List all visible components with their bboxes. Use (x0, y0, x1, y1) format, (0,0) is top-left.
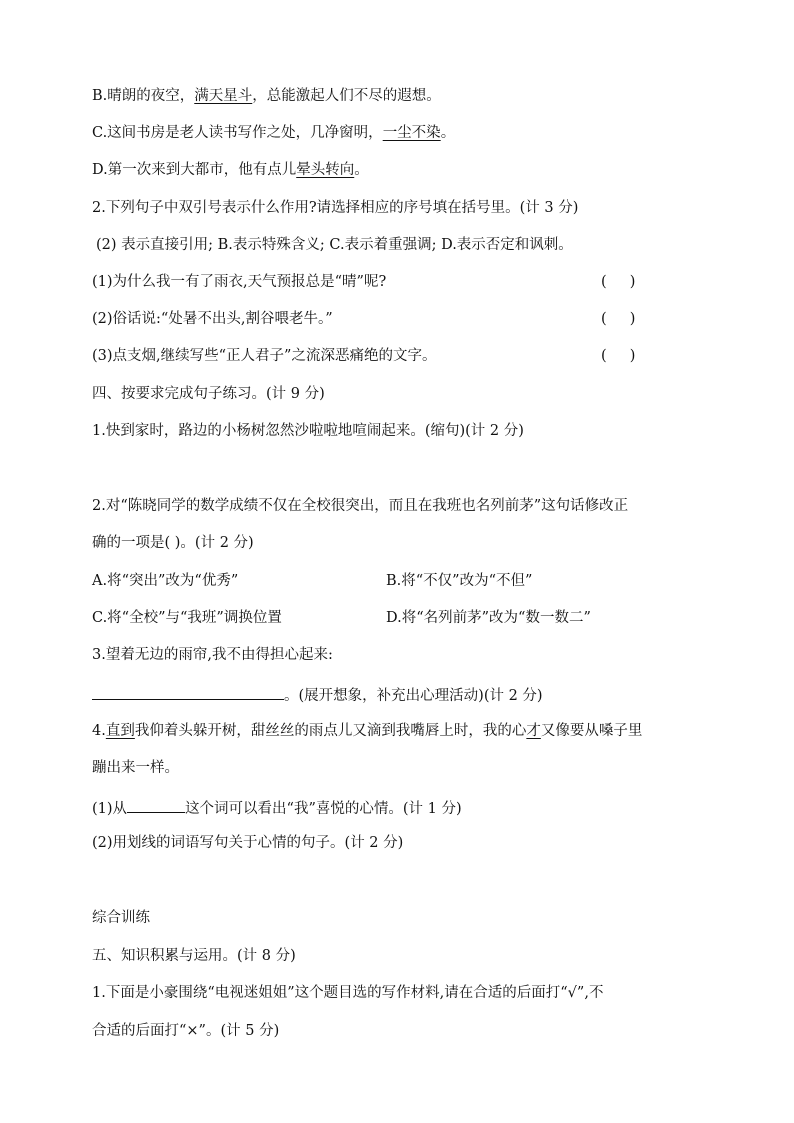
option-c (92, 123, 455, 143)
q2-title: 2.下列句子中双引号表示什么作用?请选择相应的序号填在括号里。(计 3 分) (92, 200, 579, 216)
s4-q1: 1.快到家时，路边的小杨树忽然沙啦啦地喧闹起来。(缩句)(计 2 分) (92, 423, 524, 439)
s4-q4-sub2: (2)用划线的词语写句关于心情的句子。(计 2 分) (92, 835, 404, 851)
s4-q2-line2: 确的一项是( )。(计 2 分) (92, 535, 254, 551)
option-b (92, 86, 441, 106)
q2-choices: (2) 表示直接引用; B.表示特殊含义; C.表示着重强调; D.表示否定和讽刺。 (96, 237, 573, 253)
option-d-text-end: 。 (354, 162, 369, 178)
s4-q4-text-end: 又像要从嗓子里 (540, 723, 643, 739)
s4-q2-line1: 2.对“陈晓同学的数学成绩不仅在全校很突出，而且在我班也名列前茅”这句话修改正 (92, 498, 629, 514)
s4-q3-line2 (92, 683, 543, 706)
option-c-text-end: 。 (440, 125, 456, 141)
q2-item-1: (1)为什么我一有了雨衣,天气预报总是“晴”呢? (92, 274, 387, 290)
s4-q4-line2: 蹦出来一样。 (92, 760, 179, 776)
s4-q4-underlined-word-2: 才 (526, 723, 541, 739)
option-c-text: C.这间书房是老人读书写作之处，几净窗明， (92, 125, 383, 141)
s4-q4-sub1-pre: (1)从 (92, 801, 128, 817)
s4-q4-sub1 (92, 796, 462, 819)
option-d-underlined-term: 晕头转向 (296, 162, 355, 178)
s4-q4-number: 4. (92, 723, 106, 739)
option-b-text-end: ，总能激起人们不尽的遐想。 (252, 88, 441, 104)
q2-item-2-answer-blank[interactable]: ( ) (601, 311, 636, 327)
s4-q4-underlined-word-1: 直到 (105, 723, 135, 739)
q2-item-3: (3)点支烟,继续写些“正人君子”之流深恶痛绝的文字。 (92, 348, 437, 364)
s4-q2-option-d: D.将“名列前茅”改为“数一数二” (386, 610, 591, 626)
s4-q4-sub1-answer-blank[interactable] (127, 796, 185, 813)
s5-q1-line1: 1.下面是小豪围绕“电视迷姐姐”这个题目选的写作材料,请在合适的后面打“√”,不 (92, 985, 604, 1001)
section-5-heading: 五、知识积累与运用。(计 8 分) (92, 948, 296, 964)
q2-item-2: (2)俗话说:“处暑不出头,割谷喂老牛。” (92, 311, 333, 327)
s5-q1-line2: 合适的后面打“×”。(计 5 分) (92, 1023, 280, 1039)
s4-q4-line1 (92, 721, 642, 741)
s4-q4-sub1-post: 这个词可以看出“我”喜悦的心情。(计 1 分) (185, 801, 462, 817)
integrated-heading: 综合训练 (92, 910, 150, 926)
s4-q2-option-b: B.将“不仅”改为“不但” (386, 573, 533, 589)
s4-q3-answer-blank[interactable] (92, 683, 284, 700)
option-b-text: B.晴朗的夜空， (92, 88, 195, 104)
option-c-underlined-term: 一尘不染 (382, 125, 441, 141)
s4-q3-line1: 3.望着无边的雨帘,我不由得担心起来: (92, 647, 333, 663)
s4-q4-text: 我仰着头躲开树，甜丝丝的雨点儿又滴到我嘴唇上时，我的心 (134, 723, 527, 739)
option-d-text: D.第一次来到大都市，他有点儿 (92, 162, 297, 178)
q2-item-3-answer-blank[interactable]: ( ) (601, 348, 636, 364)
s4-q2-option-c: C.将“全校”与“我班”调换位置 (92, 610, 282, 626)
section-4-heading: 四、按要求完成句子练习。(计 9 分) (92, 386, 325, 402)
s4-q3-instruction: 。(展开想象，补充出心理活动)(计 2 分) (284, 688, 543, 704)
q2-item-1-answer-blank[interactable]: ( ) (601, 274, 636, 290)
option-b-underlined-term: 满天星斗 (194, 88, 253, 104)
s4-q2-option-a: A.将“突出”改为“优秀” (92, 573, 239, 589)
option-d (92, 160, 369, 180)
